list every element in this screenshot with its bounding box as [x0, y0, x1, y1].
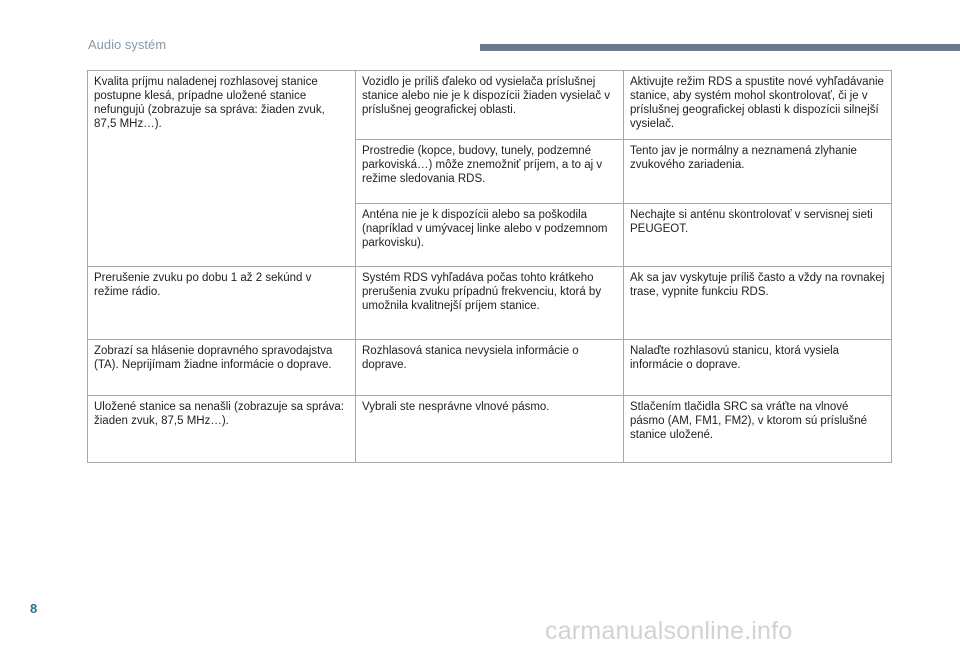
- cause-cell: Anténa nie je k dispozícii alebo sa poškodila (napríklad v umývacej linke alebo v podzemnom parkovisku).: [356, 204, 624, 267]
- watermark-text: carmanualsonline.info: [545, 617, 793, 645]
- cause-cell: Systém RDS vyhľadáva počas tohto krátkeho prerušenia zvuku prípadnú frekvenciu, ktorá by umožnila kvalitnejší príjem stanice.: [356, 267, 624, 340]
- cause-cell: Vybrali ste nesprávne vlnové pásmo.: [356, 396, 624, 463]
- solution-cell: Tento jav je normálny a neznamená zlyhanie zvukového zariadenia.: [624, 140, 892, 204]
- page-number: 8: [30, 601, 38, 616]
- cause-cell: Vozidlo je príliš ďaleko od vysielača príslušnej stanice alebo nie je k dispozícii žiaden vysielač v príslušnej geografickej oblasti.: [356, 71, 624, 140]
- section-title: Audio systém: [88, 37, 167, 52]
- cause-cell: Rozhlasová stanica nevysiela informácie o doprave.: [356, 340, 624, 396]
- solution-cell: Nechajte si anténu skontrolovať v servisnej sieti PEUGEOT.: [624, 204, 892, 267]
- problem-cell: Zobrazí sa hlásenie dopravného spravodajstva (TA). Neprijímam žiadne informácie o doprave.: [88, 340, 356, 396]
- solution-cell: Nalaďte rozhlasovú stanicu, ktorá vysiela informácie o doprave.: [624, 340, 892, 396]
- solution-cell: Aktivujte režim RDS a spustite nové vyhľadávanie stanice, aby systém mohol skontrolovať, či je v príslušnej geografickej oblasti k dispozícii silnejší vysielač.: [624, 71, 892, 140]
- table-row: [88, 396, 892, 463]
- table-row: [88, 71, 892, 140]
- problem-cell: Uložené stanice sa nenašli (zobrazuje sa správa: žiaden zvuk, 87,5 MHz…).: [88, 396, 356, 463]
- troubleshooting-table: [87, 70, 892, 463]
- cause-cell: Prostredie (kopce, budovy, tunely, podzemné parkoviská…) môže znemožniť príjem, a to aj v režime sledovania RDS.: [356, 140, 624, 204]
- solution-cell: Stlačením tlačidla SRC sa vráťte na vlnové pásmo (AM, FM1, FM2), v ktorom sú príslušné stanice uložené.: [624, 396, 892, 463]
- solution-cell: Ak sa jav vyskytuje príliš často a vždy na rovnakej trase, vypnite funkciu RDS.: [624, 267, 892, 340]
- problem-cell: Kvalita príjmu naladenej rozhlasovej stanice postupne klesá, prípadne uložené stanice nefungujú (zobrazuje sa správa: žiaden zvuk, 87,5 MHz…).: [88, 71, 356, 267]
- header-bar: [480, 44, 960, 51]
- table-row: [88, 340, 892, 396]
- problem-cell: Prerušenie zvuku po dobu 1 až 2 sekúnd v režime rádio.: [88, 267, 356, 340]
- table-row: [88, 267, 892, 340]
